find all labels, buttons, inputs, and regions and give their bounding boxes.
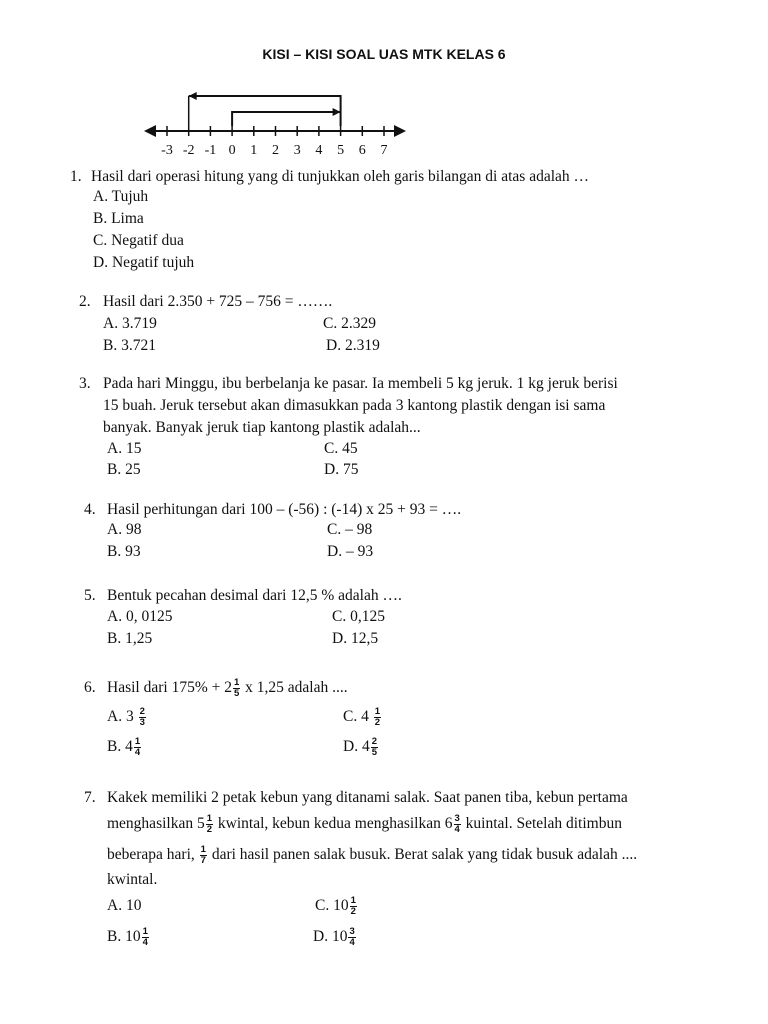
q6-option-d-denominator: 5 xyxy=(371,747,377,758)
q5-number: 5. xyxy=(84,587,96,604)
number-line-tick-label: 5 xyxy=(337,143,345,158)
q7-fraction-first-harvest-numerator: 1 xyxy=(206,813,213,824)
q5-option-c[interactable]: C. 0,125 xyxy=(332,608,385,625)
q7-line-3-part-2: dari hasil panen salak busuk. Berat salak yang tidak busuk adalah .... xyxy=(211,846,638,864)
q1-number: 1. xyxy=(70,168,82,185)
q1-option-a[interactable]: A. Tujuh xyxy=(93,188,149,205)
q4-option-d[interactable]: D. – 93 xyxy=(327,543,374,560)
page-title: KISI – KISI SOAL UAS MTK KELAS 6 xyxy=(262,46,506,62)
number-line-tick-label: 7 xyxy=(380,143,388,158)
q3-line-2: 15 buah. Jeruk tersebut akan dimasukkan pada 3 kantong plastik dengan isi sama xyxy=(103,397,606,414)
q5-option-b[interactable]: B. 1,25 xyxy=(107,630,153,647)
q7-option-d[interactable] xyxy=(313,927,357,948)
number-line-tick-label: 6 xyxy=(358,143,366,158)
q6-number: 6. xyxy=(84,679,96,696)
q7-option-b-label: B. 10 xyxy=(107,928,141,946)
q7-fraction-first-harvest xyxy=(206,814,213,835)
q6-option-b-denominator: 4 xyxy=(134,747,141,758)
q3-option-c[interactable]: C. 45 xyxy=(324,440,358,457)
q6-option-d-label: D. 4 xyxy=(343,738,370,756)
q3-line-3: banyak. Banyak jeruk tiap kantong plastik adalah... xyxy=(103,419,421,436)
q6-option-a-fraction xyxy=(139,707,146,728)
q7-fraction-second-harvest-numerator: 3 xyxy=(454,813,460,824)
q6-option-b-label: B. 4 xyxy=(107,738,133,756)
q1-option-b[interactable]: B. Lima xyxy=(93,210,144,227)
q7-option-b[interactable] xyxy=(107,927,150,948)
number-line-tick-label: -2 xyxy=(182,143,195,158)
q4-option-b[interactable]: B. 93 xyxy=(107,543,141,560)
q5-text: Bentuk pecahan desimal dari 12,5 % adalah …. xyxy=(107,587,402,604)
q7-number: 7. xyxy=(84,789,96,806)
q7-line-1: Kakek memiliki 2 petak kebun yang ditanami salak. Saat panen tiba, kebun pertama xyxy=(107,789,628,806)
q4-option-a[interactable]: A. 98 xyxy=(107,521,142,538)
number-line-right-arrowhead xyxy=(394,125,406,137)
q6-option-c-label: C. 4 xyxy=(343,708,369,726)
q6-fraction-numerator: 1 xyxy=(233,677,240,688)
number-line-tick-label: 2 xyxy=(272,143,279,158)
q6-option-a-label: A. 3 xyxy=(107,708,134,726)
q2-option-b[interactable]: B. 3.721 xyxy=(103,337,156,354)
q7-fraction-second-harvest xyxy=(454,814,461,835)
number-line-tick-label: -1 xyxy=(204,143,217,158)
q7-option-d-numerator: 3 xyxy=(349,926,355,937)
q1-option-d[interactable]: D. Negatif tujuh xyxy=(93,254,195,271)
q6-option-d-fraction xyxy=(371,737,378,758)
q4-text: Hasil perhitungan dari 100 – (-56) : (-14) x 25 + 93 = …. xyxy=(107,501,462,518)
q2-option-c[interactable]: C. 2.329 xyxy=(323,315,376,332)
number-line-jump-2-arrowhead xyxy=(189,92,197,100)
q5-option-a[interactable]: A. 0, 0125 xyxy=(107,608,173,625)
number-line-tick-label: 3 xyxy=(293,143,301,158)
q7-option-c-denominator: 2 xyxy=(350,906,356,917)
q2-text: Hasil dari 2.350 + 725 – 756 = ……. xyxy=(103,293,333,310)
q2-number: 2. xyxy=(79,293,91,310)
q3-option-d[interactable]: D. 75 xyxy=(324,461,359,478)
number-line-jump-1-arrowhead xyxy=(333,108,341,116)
number-line-tick-label: 1 xyxy=(250,143,258,158)
q6-option-c-numerator: 1 xyxy=(374,706,381,717)
q7-option-c-fraction xyxy=(350,896,357,917)
number-line-jump-1 xyxy=(232,112,341,126)
q7-option-c-label: C. 10 xyxy=(315,897,349,915)
q7-fraction-rotten-numerator: 1 xyxy=(200,844,206,855)
q7-fraction-rotten xyxy=(200,845,207,866)
q3-line-1: Pada hari Minggu, ibu berbelanja ke pasar. Ia membeli 5 kg jeruk. 1 kg jeruk berisi xyxy=(103,375,618,392)
number-line-jumps xyxy=(189,92,341,126)
q6-option-c-fraction xyxy=(374,707,381,728)
q6-fraction-denominator: 5 xyxy=(233,688,240,699)
q6-option-d[interactable] xyxy=(343,737,379,758)
q7-fraction-second-harvest-denominator: 4 xyxy=(454,824,460,835)
q5-option-d[interactable]: D. 12,5 xyxy=(332,630,379,647)
number-line-labels xyxy=(161,143,387,158)
q6-option-a[interactable] xyxy=(107,707,147,728)
q6-option-a-numerator: 2 xyxy=(139,706,145,717)
q7-line-2-part-1: menghasilkan 5 xyxy=(107,815,205,833)
q3-option-a[interactable]: A. 15 xyxy=(107,440,142,457)
q7-option-b-numerator: 1 xyxy=(142,926,148,937)
q7-line-2-part-3: kuintal. Setelah ditimbun xyxy=(465,815,622,833)
number-line-tick-label: -3 xyxy=(161,143,173,158)
q7-option-d-label: D. 10 xyxy=(313,928,348,946)
q6-option-b-numerator: 1 xyxy=(134,736,141,747)
number-line-tick-label: 4 xyxy=(315,143,323,158)
number-line-diagram xyxy=(140,86,410,158)
q7-option-c-numerator: 1 xyxy=(350,895,356,906)
q6-text-start: Hasil dari 175% + 2 xyxy=(107,679,232,697)
q3-option-b[interactable]: B. 25 xyxy=(107,461,141,478)
q4-number: 4. xyxy=(84,501,96,518)
q6-option-a-denominator: 3 xyxy=(139,717,145,728)
q7-option-d-denominator: 4 xyxy=(349,937,355,948)
q6-option-c-denominator: 2 xyxy=(374,717,381,728)
q7-line-2 xyxy=(107,814,622,835)
q7-line-3 xyxy=(107,845,637,866)
q6-option-b[interactable] xyxy=(107,737,142,758)
q4-option-c[interactable]: C. – 98 xyxy=(327,521,373,538)
q6-option-b-fraction xyxy=(134,737,141,758)
q6-text-end: x 1,25 adalah .... xyxy=(245,679,348,697)
q6-text xyxy=(107,678,348,699)
q2-option-a[interactable]: A. 3.719 xyxy=(103,315,157,332)
q1-option-c[interactable]: C. Negatif dua xyxy=(93,232,184,249)
q7-line-2-part-2: kwintal, kebun kedua menghasilkan 6 xyxy=(217,815,453,833)
q7-option-c[interactable] xyxy=(315,896,358,917)
q7-fraction-first-harvest-denominator: 2 xyxy=(206,824,213,835)
q7-option-b-fraction xyxy=(142,927,149,948)
number-line-tick-label: 0 xyxy=(228,143,236,158)
q1-text: Hasil dari operasi hitung yang di tunjukkan oleh garis bilangan di atas adalah … xyxy=(91,168,590,185)
q7-option-b-denominator: 4 xyxy=(142,937,148,948)
q6-option-d-numerator: 2 xyxy=(371,736,377,747)
q6-fraction xyxy=(233,678,240,699)
q7-option-a[interactable]: A. 10 xyxy=(107,897,142,914)
q7-line-4: kwintal. xyxy=(107,871,158,888)
q7-option-d-fraction xyxy=(348,927,355,948)
q6-option-c[interactable] xyxy=(343,707,382,728)
q7-line-3-part-1: beberapa hari, xyxy=(107,846,195,864)
number-line-left-arrowhead xyxy=(144,125,156,137)
q2-option-d[interactable]: D. 2.319 xyxy=(326,337,380,354)
q3-number: 3. xyxy=(79,375,91,392)
q7-fraction-rotten-denominator: 7 xyxy=(200,855,206,866)
